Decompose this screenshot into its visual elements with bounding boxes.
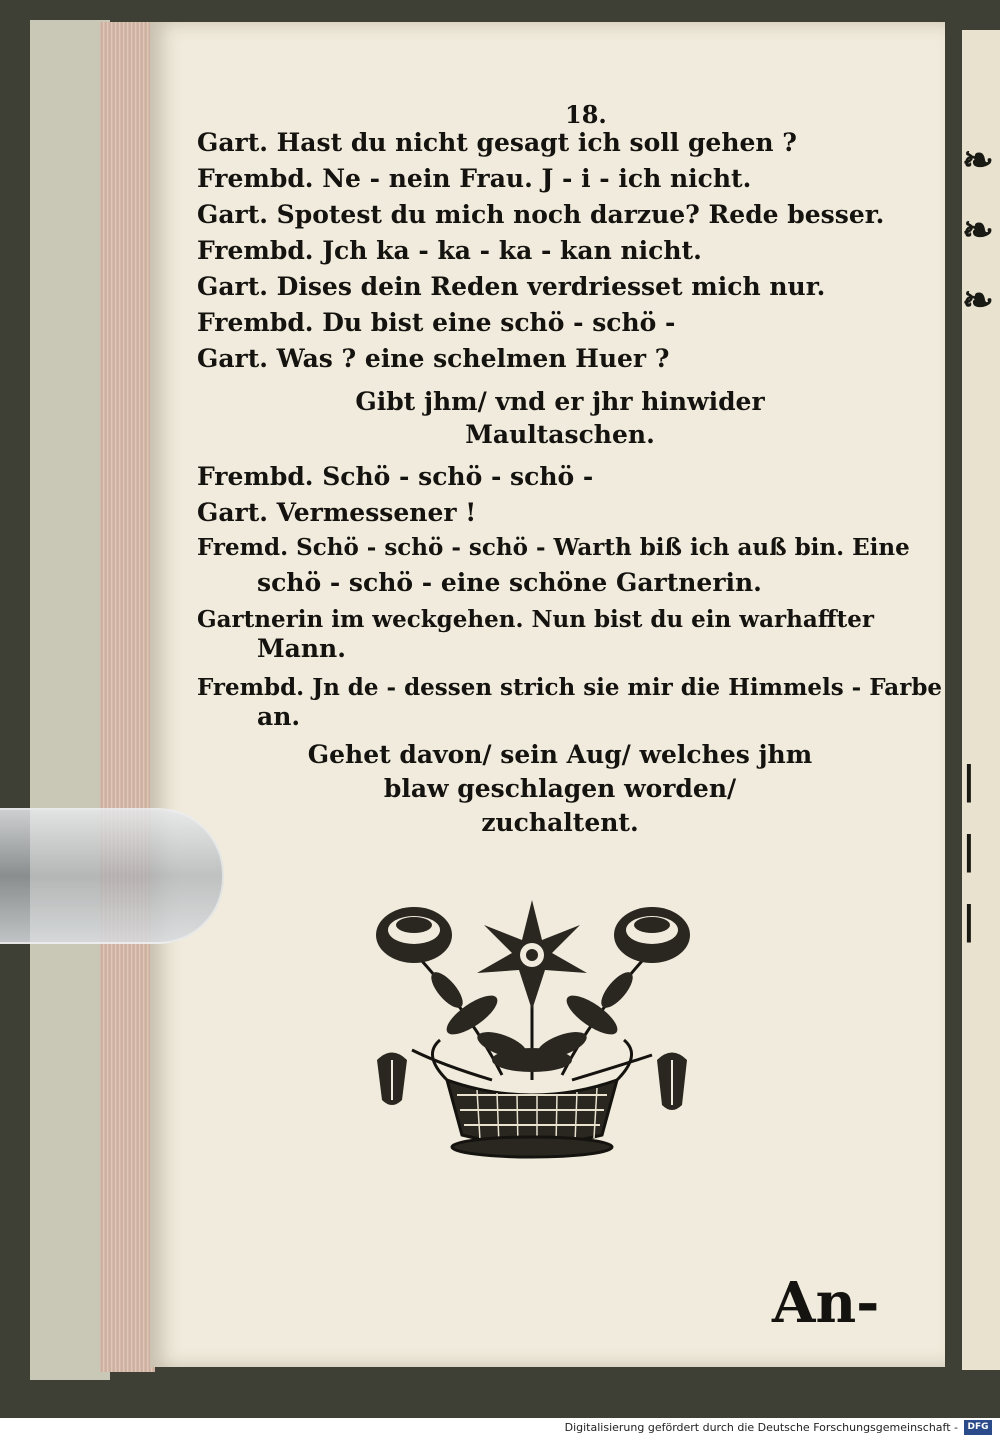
text-line: Frembd. Jch ka - ka - ka - kan nicht. [197,236,702,265]
text-line: Mann. [257,634,346,663]
glass-page-holder [0,808,224,944]
book-board [30,20,110,1380]
stage-direction: blaw geschlagen worden/ [383,774,737,803]
funding-credit: Digitalisierung gefördert durch die Deutsche Forschungsgemeinschaft - [564,1421,958,1434]
text-line: Fremd. Schö - schö - schö - Warth biß ich auß bin. Eine [197,534,910,561]
text-line: Frembd. Jn de - dessen strich sie mir die Himmels - Farbe [197,674,943,701]
text-line: Gart. Vermessener ! [197,498,477,527]
stage-direction: zuchaltent. [481,808,639,837]
page-number: 18. [565,100,607,129]
text-line: Frembd. Du bist eine schö - schö - [197,308,676,337]
page-edges [100,22,155,1372]
text-line: Gartnerin im weckgehen. Nun bist du ein warhaffter [197,606,874,633]
text-line: an. [257,702,301,731]
text-line: Gart. Dises dein Reden verdriesset mich nur. [197,272,826,301]
stage-direction: Maultaschen. [465,420,655,449]
stage-direction: Gibt jhm/ vnd er jhr hinwider [355,387,765,416]
book-page [150,22,945,1367]
text-line: Gart. Hast du nicht gesagt ich soll gehen ? [197,128,797,157]
catchword: An- [772,1270,880,1336]
text-line: Gart. Spotest du mich noch darzue? Rede besser. [197,200,885,229]
dfg-logo: DFG [964,1420,992,1435]
stage-direction: Gehet davon/ sein Aug/ welches jhm [307,740,813,769]
text-line: Frembd. Ne - nein Frau. J - i - ich nicht. [197,164,752,193]
facing-page-edge: ❧ ❧ ❧ | | | [962,30,1000,1370]
text-line: schö - schö - eine schöne Gartnerin. [257,568,762,597]
flower-basket-woodcut [352,895,712,1165]
footer-bar [0,1418,1000,1438]
text-line: Gart. Was ? eine schelmen Huer ? [197,344,670,373]
text-line: Frembd. Schö - schö - schö - [197,462,594,491]
